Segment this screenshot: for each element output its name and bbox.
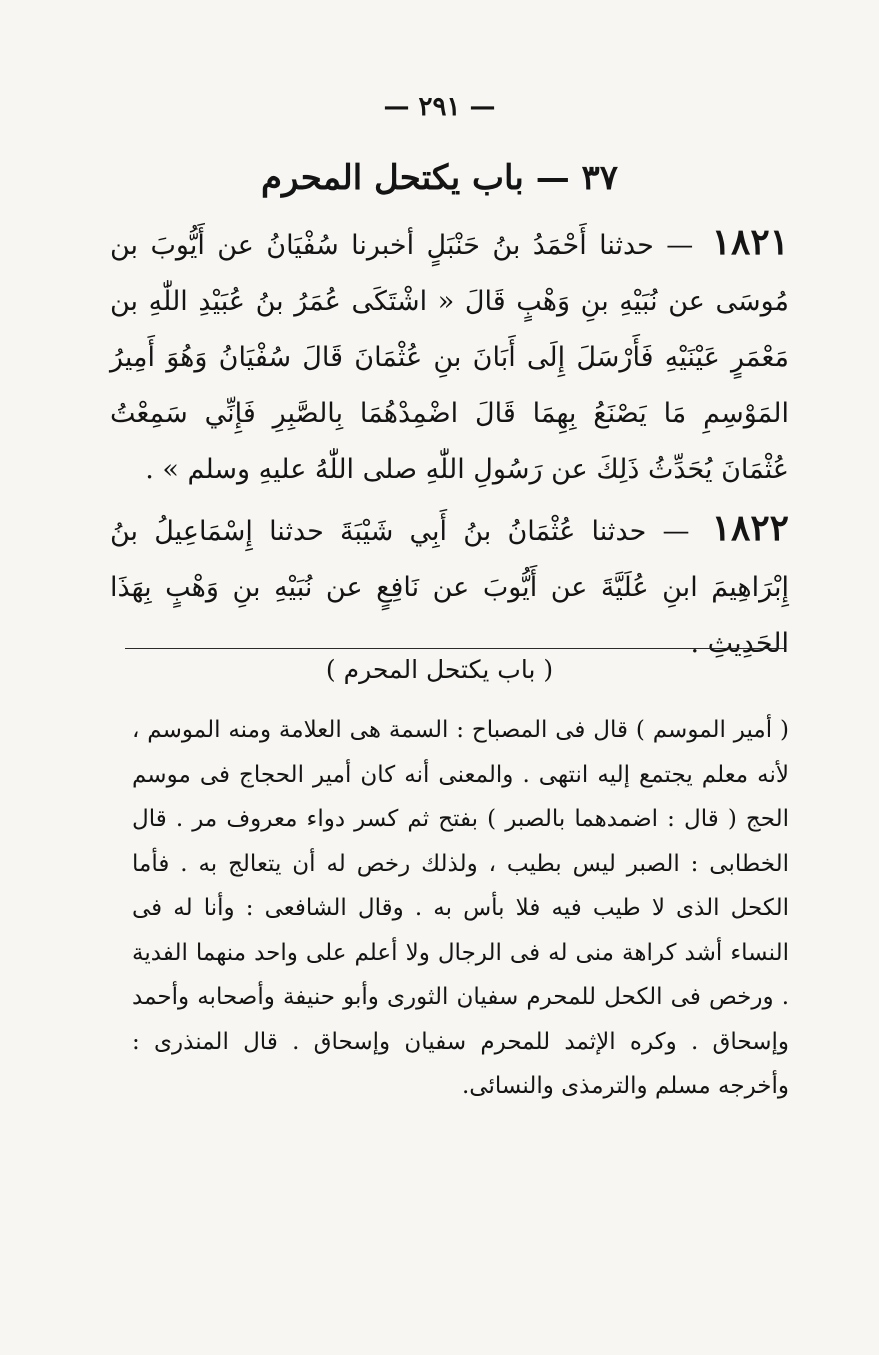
- page-number: — ٢٩١ —: [383, 92, 496, 122]
- hadith-text: — حدثنا عُثْمَانُ بنُ أَبِي شَيْبَةَ حدثنا إِسْمَاعِيلُ بنُ إِبْرَاهِيمَ ابنِ عُلَيَّةَ عن أَيُّوبَ عن نَافِعٍ عن نُبَيْهِ بنِ وَهْبٍ بِهَذَا الحَدِيثِ .: [110, 516, 789, 659]
- section-divider: [125, 648, 785, 649]
- hadith-number: ١٨٢١: [711, 221, 789, 263]
- commentary-text: ( أمير الموسم ) قال فى المصباح : السمة هى العلامة ومنه الموسم ، لأنه معلم يجتمع إليه انتهى . والمعنى أنه كان أمير الحجاج فى موسم الحج ( قال : اضمدهما بالصبر ) بفتح ثم كسر دواء معروف مر . قال الخطابى : الصبر ليس بطيب ، ولذلك رخص له أن يتعالج به . فأما الكحل الذى لا طيب فيه فلا بأس به . وقال الشافعى : وأنا له فى النساء أشد كراهة منى له فى الرجال ولا أعلم على واحد منهما الفدية . ورخص فى الكحل للمحرم سفيان الثورى وأبو حنيفة وأصحابه وأحمد وإسحاق . وكره الإثمد للمحرم سفيان وإسحاق . قال المنذرى : وأخرجه مسلم والترمذى والنسائى.: [132, 717, 789, 1099]
- hadith-1821: [110, 214, 789, 498]
- commentary-title: ( باب يكتحل المحرم ): [325, 655, 554, 684]
- hadith-1822: [110, 500, 789, 672]
- hadith-number: ١٨٢٢: [711, 507, 789, 549]
- chapter-title: ٣٧ — باب يكتحل المحرم: [260, 158, 619, 198]
- hadith-text: — حدثنا أَحْمَدُ بنُ حَنْبَلٍ أخبرنا سُفْيَانُ عن أَيُّوبَ بن مُوسَى عن نُبَيْهِ بنِ وَهْبٍ قَالَ « اشْتَكَى عُمَرُ بنُ عُبَيْدِ اللّٰهِ بن مَعْمَرٍ عَيْنَيْهِ فَأَرْسَلَ إِلَى أَبَانَ بنِ عُثْمَانَ قَالَ سُفْيَانُ وَهُوَ أَمِيرُ المَوْسِمِ مَا يَصْنَعُ بِهِمَا قَالَ اضْمِدْهُمَا بِالصَّبِرِ فَإِنِّي سَمِعْتُ عُثْمَانَ يُحَدِّثُ ذَلِكَ عن رَسُولِ اللّٰهِ صلى اللّٰهُ عليهِ وسلم » .: [110, 230, 789, 485]
